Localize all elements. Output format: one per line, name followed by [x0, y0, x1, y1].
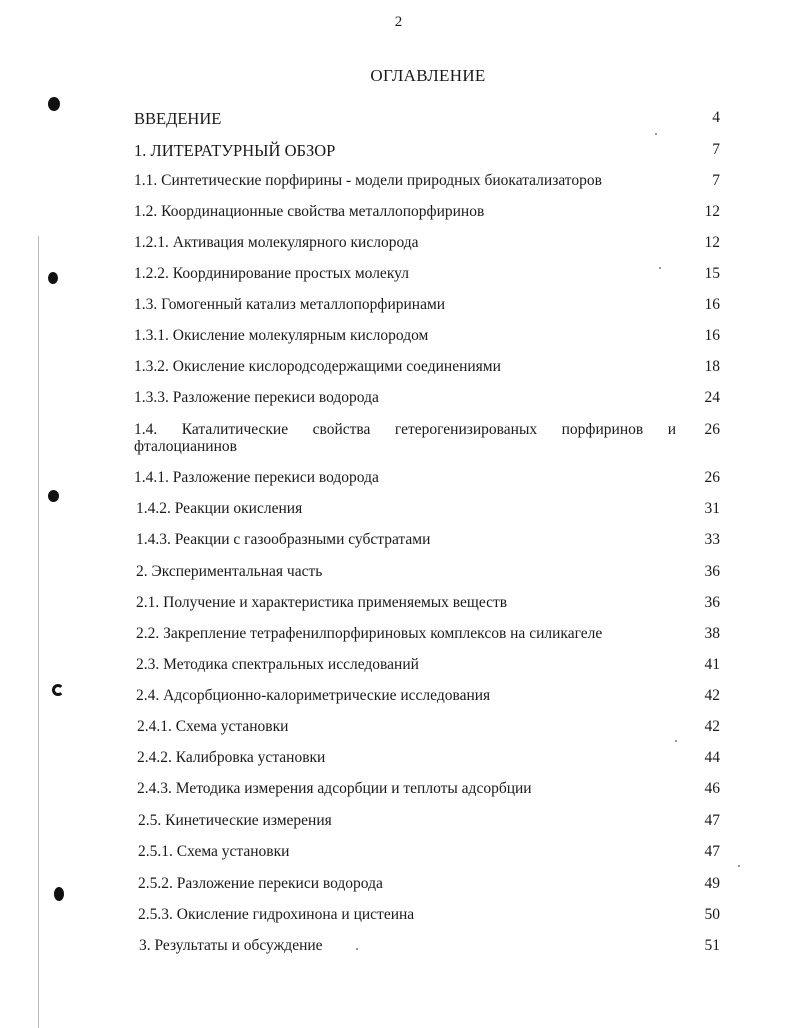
toc-entry-page: 7: [712, 172, 720, 189]
toc-entry-page: 46: [704, 780, 720, 797]
toc-entry-title: 2.5.2. Разложение перекиси водорода: [138, 875, 383, 892]
toc-entry-page: 16: [704, 296, 720, 313]
toc-entry-page: 24: [704, 389, 720, 406]
toc-entry-page: 38: [704, 625, 720, 642]
toc-entry-title: 2. Экспериментальная часть: [136, 563, 323, 580]
toc-entry-title: 1.2.2. Координирование простых молекул: [134, 265, 409, 282]
scan-speck: [655, 133, 657, 135]
toc-entry-title: 2.4.1. Схема установки: [137, 718, 289, 735]
toc-entry-page: 12: [704, 234, 720, 251]
toc-entry-page: 44: [704, 749, 720, 766]
toc-entry: [0, 109, 797, 133]
toc-entry: [0, 937, 797, 961]
toc-entry-title: 1.1. Синтетические порфирины - модели природных биокатализаторов: [134, 172, 602, 189]
toc-entry: [0, 469, 797, 493]
toc-entry-title: ВВЕДЕНИЕ: [134, 109, 222, 128]
toc-entry-title: 2.4.3. Методика измерения адсорбции и теплоты адсорбции: [137, 780, 532, 797]
page-number: 2: [394, 14, 403, 30]
toc-entry-title: 1.2.1. Активация молекулярного кислорода: [134, 234, 419, 251]
toc-entry-page: 31: [704, 500, 720, 517]
toc-entry-page: 18: [704, 358, 720, 375]
toc-entry-page: 4: [712, 109, 720, 126]
toc-entry-title: 3. Результаты и обсуждение: [139, 937, 323, 954]
toc-entry: [0, 141, 797, 165]
toc-entry-title: 2.2. Закрепление тетрафенилпорфириновых комплексов на силикагеле: [136, 625, 603, 642]
toc-entry-page: 47: [704, 812, 720, 829]
toc-entry-title: 2.1. Получение и характеристика применяемых веществ: [136, 594, 508, 611]
toc-entry: [0, 749, 797, 773]
toc-entry: [0, 358, 797, 382]
toc-entry: [0, 234, 797, 258]
toc-entry-title: 1.4. Каталитические свойства гетерогенизированых порфиринов и фталоцианинов: [134, 421, 676, 455]
toc-entry: [0, 203, 797, 227]
toc-entry: [0, 172, 797, 196]
toc-entry-page: 12: [704, 203, 720, 220]
toc-entry-page: 15: [704, 265, 720, 282]
toc-entry-page: 42: [704, 687, 720, 704]
toc-entry-page: 7: [712, 141, 720, 158]
toc-entry-title: 2.4.2. Калибровка установки: [137, 749, 326, 766]
toc-entry-title: 1.3.3. Разложение перекиси водорода: [134, 389, 379, 406]
toc-entry: [0, 906, 797, 930]
toc-entry-page: 50: [704, 906, 720, 923]
toc-entry: [0, 625, 797, 649]
toc-entry-page: 42: [704, 718, 720, 735]
toc-entry-title: 1.4.2. Реакции окисления: [136, 500, 303, 517]
toc-entry-page: 26: [704, 421, 720, 438]
toc-entry-title: 2.3. Методика спектральных исследований: [136, 656, 419, 673]
toc-entry-page: 41: [704, 656, 720, 673]
toc-entry: [0, 421, 797, 455]
toc-entry: [0, 563, 797, 587]
toc-entry-title: 2.5. Кинетические измерения: [138, 812, 332, 829]
toc-entry-page: 49: [704, 875, 720, 892]
toc-entry-page: 26: [704, 469, 720, 486]
toc-entry-title: 2.5.3. Окисление гидрохинона и цистеина: [138, 906, 415, 923]
toc-entry-title: 1.3.1. Окисление молекулярным кислородом: [134, 327, 429, 344]
toc-entry: [0, 780, 797, 804]
toc-entry-page: 47: [704, 843, 720, 860]
toc-entry: [0, 594, 797, 618]
toc-entry-title: 1.3.2. Окисление кислородсодержащими соединениями: [134, 358, 501, 375]
toc-entry: [0, 843, 797, 867]
toc-entry: [0, 687, 797, 711]
toc-entry-page: 36: [704, 563, 720, 580]
toc-entry: [0, 656, 797, 680]
toc-entry-page: 33: [704, 531, 720, 548]
toc-entry: [0, 296, 797, 320]
toc-entry: [0, 265, 797, 289]
toc-entry: [0, 718, 797, 742]
toc-entry-title: 2.5.1. Схема установки: [138, 843, 290, 860]
toc-entry-title: 1.4.1. Разложение перекиси водорода: [134, 469, 379, 486]
toc-entry: [0, 500, 797, 524]
toc-entry-page: 51: [704, 937, 720, 954]
toc-title: ОГЛАВЛЕНИЕ: [370, 66, 486, 85]
toc-entry-title: 1.4.3. Реакции с газообразными субстратами: [136, 531, 431, 548]
toc-entry: [0, 812, 797, 836]
toc-entry: [0, 327, 797, 351]
toc-entry-title: 1.2. Координационные свойства металлопорфиринов: [134, 203, 485, 220]
toc-entry-page: 36: [704, 594, 720, 611]
toc-entry-page: 16: [704, 327, 720, 344]
toc-entry-title: 2.4. Адсорбционно-калориметрические исследования: [136, 687, 491, 704]
toc-entry: [0, 875, 797, 899]
toc-entry-title: 1.3. Гомогенный катализ металлопорфиринами: [134, 296, 446, 313]
toc-entry-title: 1. ЛИТЕРАТУРНЫЙ ОБЗОР: [134, 141, 336, 160]
toc-entry: [0, 389, 797, 413]
toc-entry: [0, 531, 797, 555]
